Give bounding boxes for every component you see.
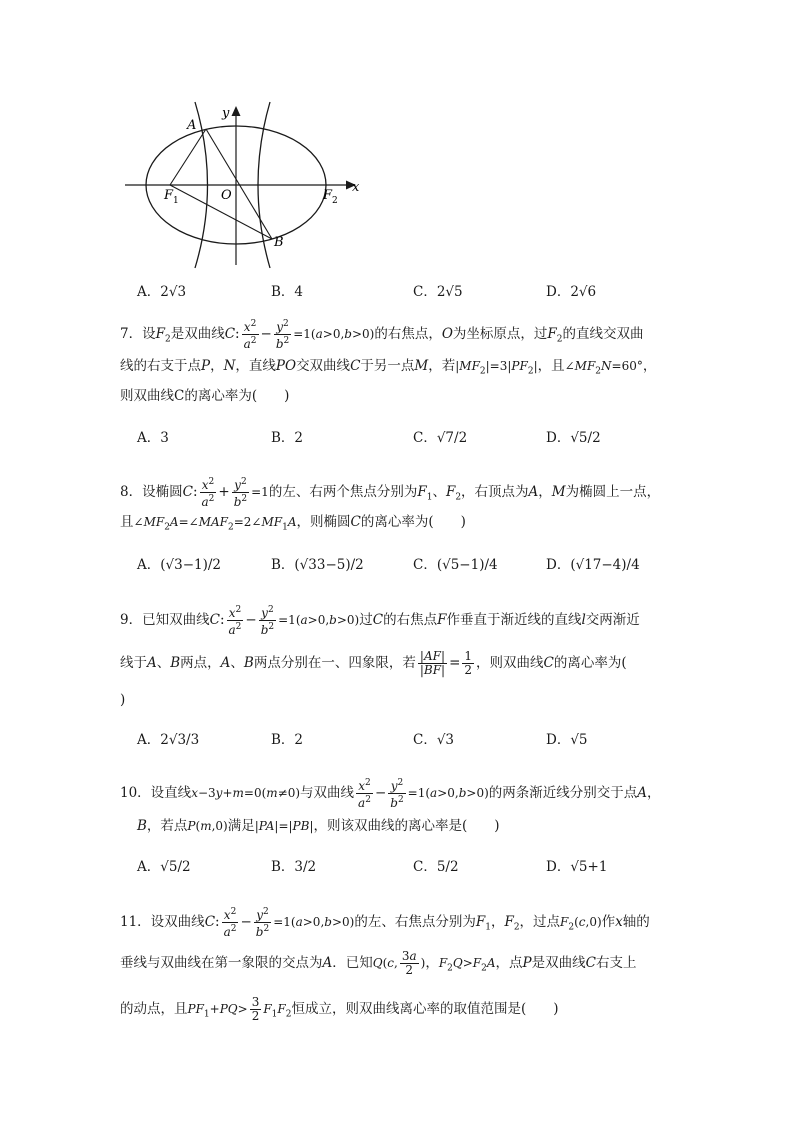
label-O: O [221, 188, 232, 203]
q8-line-2: 且$\angle MF_2A=\angle MAF_2=2\angle MF_1A$，则椭圆C的离心率为( ) [120, 514, 466, 533]
q11-line-3: 的动点，且$PF_1+PQ>$ $\frac{3}{2}$ $F_1F_2$恒成立，则双曲线离心率的取值范围是( ) [120, 995, 559, 1023]
q8-line-1: 8．设椭圆C: $\frac{x^2}{a^2}$ + $\frac{y^2}{b^2}$ =1的左、右两个焦点分别为$F_1$、$F_2$，右顶点为A，M为椭圆上一点， [120, 477, 661, 509]
q8-option-c[interactable]: C．(√5−1)/4 [413, 557, 498, 573]
label-x: x [352, 180, 360, 195]
q6-option-a[interactable]: A．2√3 [137, 284, 187, 300]
q7-line-1: 7．设$F_2$是双曲线C: $\frac{x^2}{a^2}$ − $\frac{y^2}{b^2}$ =1(a>0,b>0)的右焦点，O为坐标原点，过$F_2$的直线交双曲 [120, 319, 644, 351]
q8-option-b[interactable]: B．(√33−5)/2 [271, 557, 364, 573]
label-F2-sub: 2 [332, 196, 338, 206]
q6-option-b[interactable]: B．4 [271, 284, 304, 300]
q6-option-d[interactable]: D．2√6 [546, 284, 597, 300]
q10-line-2: B，若点P(m,0)满足|PA|=|PB|，则该双曲线的离心率是( ) [137, 818, 500, 834]
q10-line-1: 10．设直线x−3y+m=0(m≠0)与双曲线 $\frac{x^2}{a^2}$ − $\frac{y^2}{b^2}$ =1(a>0,b>0)的两条渐近线分别交于点A， [120, 778, 661, 810]
q7-line-3: 则双曲线C的离心率为( ) [120, 388, 290, 404]
label-y: y [222, 106, 230, 121]
label-F1: F [164, 188, 174, 203]
q9-option-a[interactable]: A．2√3/3 [137, 732, 200, 748]
q11-line-2: 垂线与双曲线在第一象限的交点为A．已知Q(c, $\frac{3a}{2}$ )，$F_2Q>F_2A$，点P是双曲线C右支上 [120, 949, 637, 977]
q7-option-a[interactable]: A．3 [137, 430, 169, 446]
q9-line-3: ) [120, 692, 126, 708]
q6-option-c[interactable]: C．2√5 [413, 284, 463, 300]
q10-option-d[interactable]: D．√5+1 [546, 859, 608, 875]
q9-option-c[interactable]: C．√3 [413, 732, 455, 748]
q10-option-a[interactable]: A．√5/2 [137, 859, 191, 875]
q10-option-c[interactable]: C．5/2 [413, 859, 459, 875]
label-F2: F [323, 188, 333, 203]
q8-option-a[interactable]: A．(√3−1)/2 [137, 557, 222, 573]
label-A: A [187, 118, 197, 133]
q9-line-2: 线于A、B两点，A、B两点分别在一、四象限，若 $\frac{|AF|}{|BF|}$ = $\frac{1}{2}$ ，则双曲线C的离心率为( [120, 649, 627, 677]
ellipse-hyperbola-figure [120, 100, 370, 275]
q7-option-d[interactable]: D．√5/2 [546, 430, 601, 446]
q7-option-b[interactable]: B．2 [271, 430, 304, 446]
label-F1-sub: 1 [173, 196, 179, 206]
q8-option-d[interactable]: D．(√17−4)/4 [546, 557, 640, 573]
q9-option-b[interactable]: B．2 [271, 732, 304, 748]
segment-F1-A [170, 129, 206, 185]
y-axis-arrow [232, 106, 241, 116]
segment-A-B [206, 129, 272, 239]
q11-line-1: 11．设双曲线C: $\frac{x^2}{a^2}$ − $\frac{y^2}{b^2}$ =1(a>0,b>0)的左、右焦点分别为$F_1$，$F_2$，过点$F_2(c,0)$作x轴的 [120, 907, 650, 939]
q9-line-1: 9．已知双曲线C: $\frac{x^2}{a^2}$ − $\frac{y^2}{b^2}$ =1(a>0,b>0)过C的右焦点F作垂直于渐近线的直线l交两渐近 [120, 605, 640, 637]
q9-option-d[interactable]: D．√5 [546, 732, 588, 748]
label-B: B [274, 235, 284, 250]
q10-option-b[interactable]: B．3/2 [271, 859, 317, 875]
q7-line-2: 线的右支于点P，N，直线PO交双曲线C于另一点M，若$|MF_2|=3|PF_2|$，且$\angle MF_2N=60^\circ$， [120, 358, 657, 377]
q7-option-c[interactable]: C．√7/2 [413, 430, 468, 446]
